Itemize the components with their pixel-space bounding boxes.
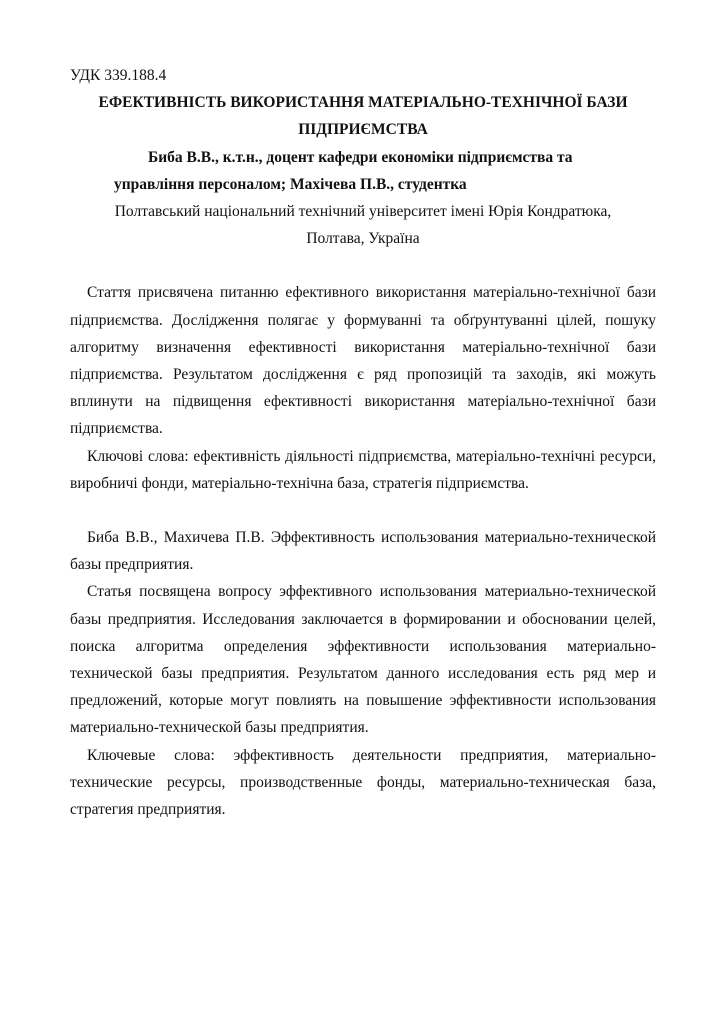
paper-title-line2: ПІДПРИЄМСТВА — [298, 121, 428, 139]
udk-code: УДК 339.188.4 — [70, 67, 167, 84]
paper-page — [70, 62, 656, 823]
authors-line1: Биба В.В., к.т.н., доцент кафедри економіки підприємства та — [148, 148, 573, 166]
keywords-ru: Ключевые слова: эффективность деятельности предприятия, материально-технические ресурсы, производственные фонды, материально-техническая база, стратегия предприятия. — [70, 746, 656, 819]
keywords-ua: Ключові слова: ефективність діяльності підприємства, матеріально-технічні ресурси, виробничі фонди, матеріально-технічна база, стратегія підприємства. — [70, 447, 656, 492]
paper-title-line1: ЕФЕКТИВНІСТЬ ВИКОРИСТАННЯ МАТЕРІАЛЬНО-ТЕХНІЧНОЇ БАЗИ — [98, 94, 628, 112]
spacer — [70, 497, 656, 524]
abstract-ru-citation: Биба В.В., Махичева П.В. Эффективность использования материально-технической базы предприятия. — [70, 529, 656, 574]
abstract-ua-text: Стаття присвячена питанню ефективного використання матеріально-технічної бази підприємства. Дослідження полягає у формуванні та обґрунтуванні цілей, пошуку алгоритму визначення ефективності використання матеріально-технічної бази підприємства. Результатом дослідження є ряд пропозицій та заходів, які можуть вплинути на підвищення ефективності використання матеріально-технічної бази підприємства. — [70, 284, 656, 438]
authors-line2: управління персоналом; Махічева П.В., студентка — [114, 175, 467, 193]
affiliation-line2: Полтава, Україна — [306, 230, 420, 248]
affiliation-line1: Полтавський національний технічний університет імені Юрія Кондратюка, — [114, 203, 612, 221]
abstract-ru-text: Статья посвящена вопросу эффективного использования материально-технической базы предприятия. Исследования заключается в формировании и обосновании целей, поиска алгоритма определения эффективности использования материально-технической базы предприятия. Результатом данного исследования есть ряд мер и предложений, которые могут повлиять на повышение эффективности использования материально-технической базы предприятия. — [70, 583, 656, 737]
spacer — [70, 252, 656, 279]
